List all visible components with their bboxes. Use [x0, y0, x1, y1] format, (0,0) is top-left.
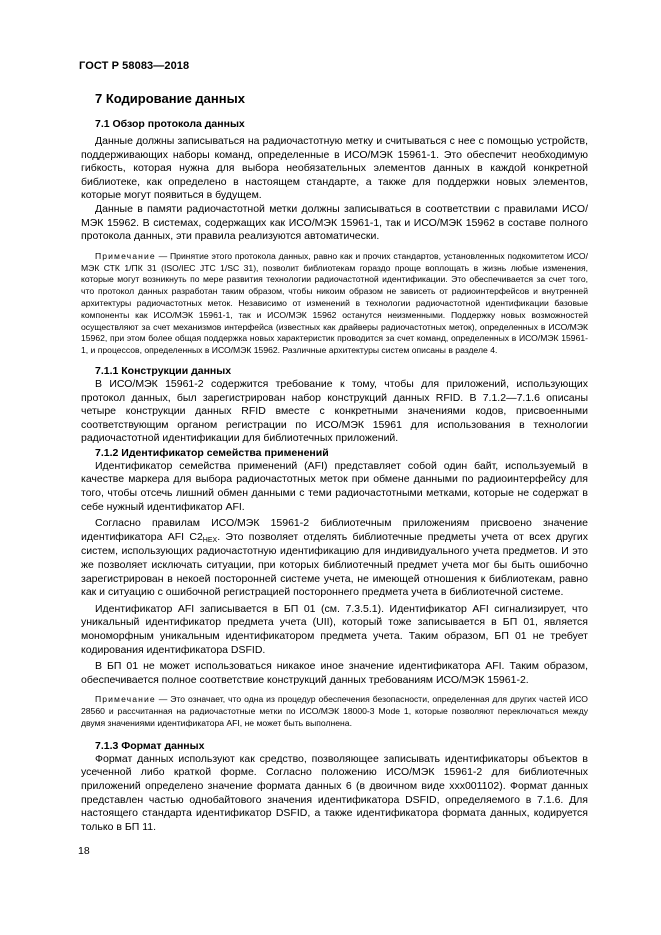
hex-subscript: HEX	[202, 536, 218, 544]
paragraph-text: . Это позволяет отделять библиотечные предметы учета от всех других систем, использующих радиочастотную идентификацию для индивидуального учета предметов. И это же позволяет исключать ситуации, при которых библиотечный предмет учета мог бы быть ошибочно зарегистрирован в некоей посторонней системе учета, не имеющей отношения к библиотекам, равно как и ситуацию с ошибочной регистрацией постороннего предмета учета в библиотечной системе.	[81, 530, 588, 599]
section-title: 7 Кодирование данных	[95, 91, 245, 106]
note-label: Примечание	[95, 250, 156, 261]
subsection-heading-7-1: 7.1 Обзор протокола данных	[95, 118, 245, 130]
note-text: — Принятие этого протокола данных, равно как и прочих стандартов, установленных подкомитетом ИСО/МЭК СТК 1/ПК 31 (ISO/IEC JTC 1/SC 31), позволит библиотекам гораздо проще воплощать в жизнь любые изменения, которые могут возникнуть по мере развития технологии радиочастотной идентификации. Это обеспечивается за счет того, что протокол данных разработан таким образом, чтобы никоим образом не зависеть от радиоинтерфейсов и внутренней архитектуры радиочастотных меток. Независимо от изменений в технологии радиочастотной идентификации базовые компоненты как ИСО/МЭК 15961-1, так и ИСО/МЭК 15962 останутся неизменными. Поддержку новых возможностей осуществляют за счет механизмов интерфейса (известных как драйверы радиочастотных меток), определенных в ИСО/МЭК 15962, при этом более общая поддержка новых характеристик проводится за счет команд, определенных в ИСО/МЭК 15961-1, и процессов, определенных в ИСО/МЭК 15962. Различные архитектуры систем описаны в разделе 4.	[81, 250, 588, 356]
standard-code-header: ГОСТ Р 58083—2018	[79, 60, 190, 72]
subsection-heading-7-1-1: 7.1.1 Конструкции данных	[95, 364, 232, 377]
paragraph: Формат данных используют как средство, позволяющее записывать идентификаторы объектов в усеченной либо краткой форме. Согласно положению ИСО/МЭК 15961-2 для библиотечных приложений определено значение формата данных 6 (в двоичном виде xxx001102). Формат данных представлен частью однобайтового значения идентификатора DSFID, определяемого в 7.1.6. Для настоящего стандарта идентификатор DSFID, а также идентификатора формата данных, кодируется только в БП 11.	[81, 752, 588, 833]
paragraph: Данные должны записываться на радиочастотную метку и считываться с нее с помощью устройств, поддерживающих наборы команд, определенные в ИСО/МЭК 15961-1. Это обеспечит необходимую гибкость, которая нужна для выбора необязательных элементов данных в каждой конкретной библиотеке, как определено в настоящем стандарте, а также для поддержки новых элементов, которые могут появиться в будущем.	[81, 135, 588, 202]
page-number: 18	[78, 845, 90, 857]
note-label: Примечание	[95, 694, 156, 705]
paragraph: Идентификатор семейства применений (AFI) представляет собой один байт, используемый в качестве маркера для выбора радиочастотных меток при обмене данными по радиоинтерфейсу для того, чтобы отсечь лишний обмен данными с теми радиочастотными метками, которые не содержат в себе нужный идентификатор AFI.	[81, 459, 588, 513]
paragraph: В БП 01 не может использоваться никакое иное значение идентификатора AFI. Таким образом, обеспечивается полное соответствие конструкций данных требованиям ИСО/МЭК 15961-2.	[81, 660, 588, 686]
page-content	[81, 89, 588, 834]
note	[81, 694, 588, 729]
paragraph	[81, 517, 588, 600]
paragraph: Данные в памяти радиочастотной метки должны записываться в соответствии с правилами ИСО/МЭК 15962. В системах, содержащих как ИСО/МЭК 15961-1, так и ИСО/МЭК 15962 в составе полного протокола данных, эти правила реализуются автоматически.	[81, 202, 588, 243]
paragraph-text: Согласно правилам ИСО/МЭК 15961-2 библиотечным приложениям присвоено значение идентификатора AFI C2	[81, 517, 588, 543]
paragraph: В ИСО/МЭК 15961-2 содержится требование к тому, чтобы для приложений, использующих протокол данных, был зарегистрирован набор конструкций данных RFID. В 7.1.2—7.1.6 описаны четыре конструкции данных RFID вместе с конкретными значениями кодов, присвоенными соответствующим органом регистрации по ИСО/МЭК 15961 для использования в технологии радиочастотной идентификации для библиотечных приложений.	[81, 377, 588, 445]
note	[81, 251, 588, 357]
subsection-heading-7-1-3: 7.1.3 Формат данных	[95, 739, 205, 752]
note-text: — Это означает, что одна из процедур обеспечения безопасности, определенная для других частей ИСО 28560 и рассчитанная на радиочастотные метки по ИСО/МЭК 18000-3 Mode 1, которые позволяют переключаться между двумя значениями идентификатора AFI, не может быть выполнена.	[81, 694, 588, 728]
paragraph: Идентификатор AFI записывается в БП 01 (см. 7.3.5.1). Идентификатор AFI сигнализирует, что уникальный идентификатор предмета учета (UII), который тоже записывается в БП 01, является мономорфным уникальным идентификатором предмета учета. Таким образом, БП 01 не требует кодирования идентификатора DSFID.	[81, 602, 588, 656]
subsection-heading-7-1-2: 7.1.2 Идентификатор семейства применений	[95, 446, 329, 459]
